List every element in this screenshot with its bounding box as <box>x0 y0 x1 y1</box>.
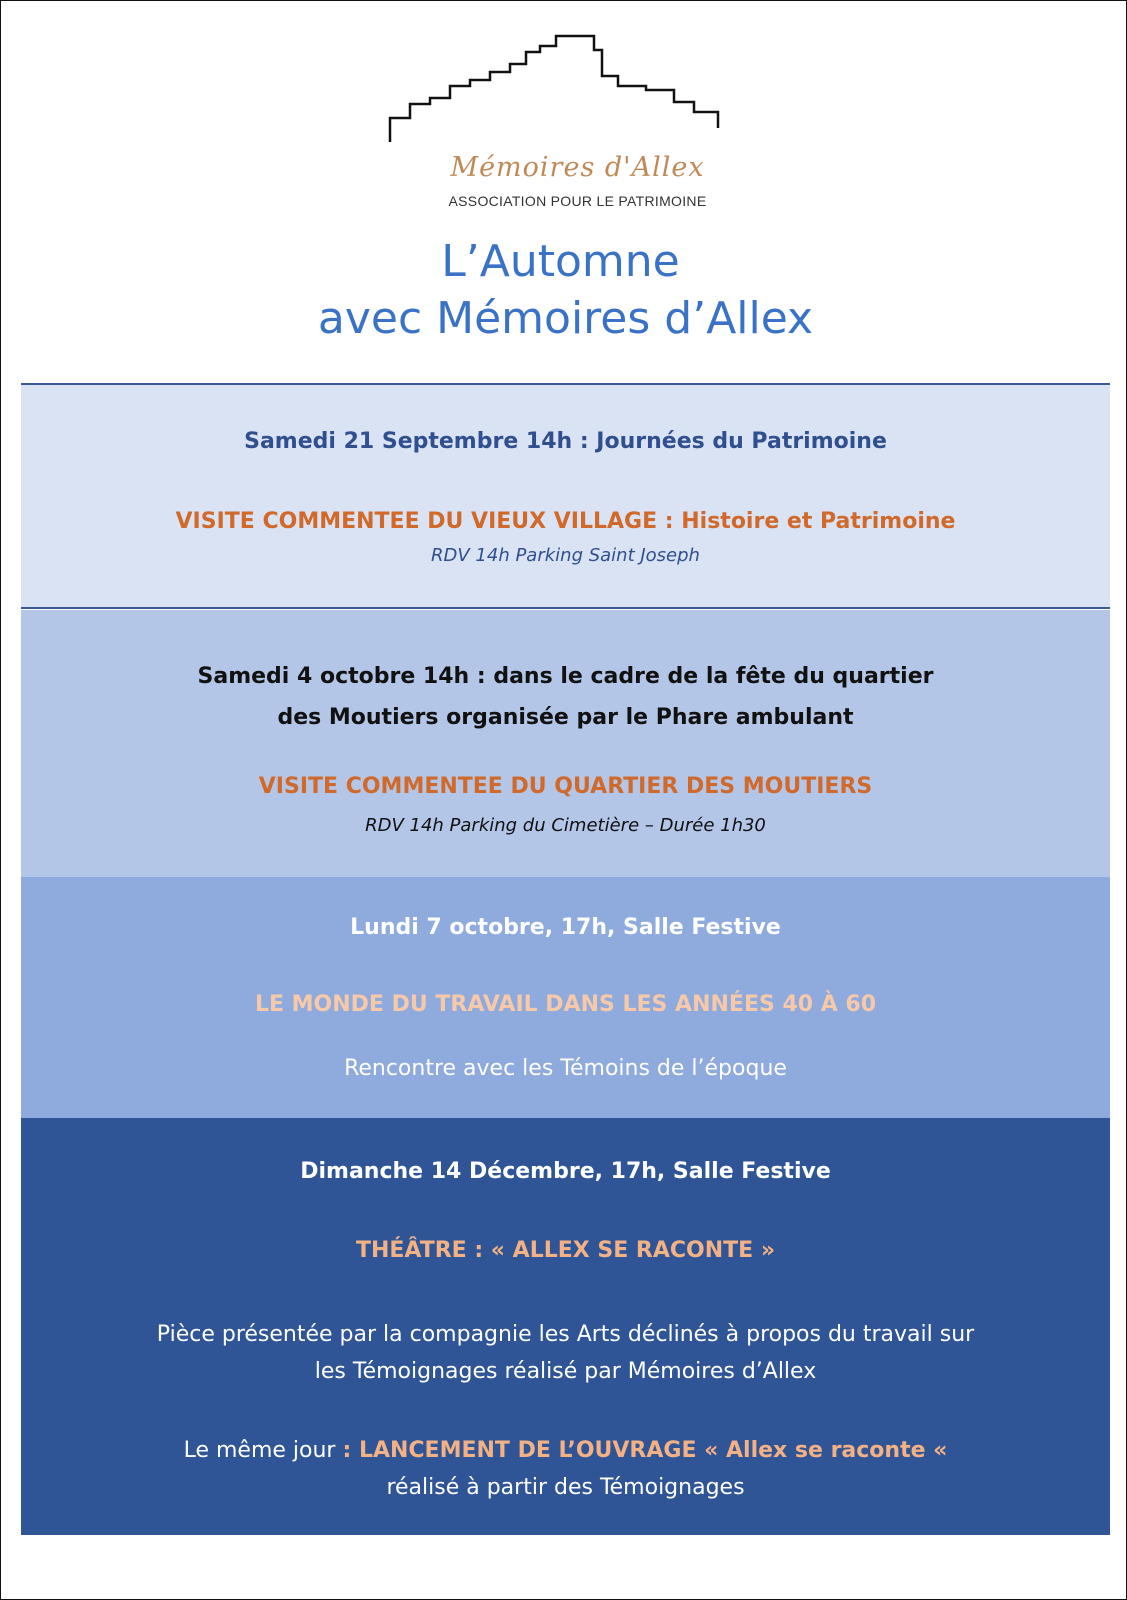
event-description <box>21 1316 1110 1390</box>
event-title: VISITE COMMENTEE DU VIEUX VILLAGE : Histoire et Patrimoine <box>175 509 956 534</box>
brand-subtitle: ASSOCIATION POUR LE PATRIMOINE <box>448 193 707 209</box>
event-date <box>21 656 1110 738</box>
event-date: Lundi 7 octobre, 17h, Salle Festive <box>350 915 781 940</box>
event-title: VISITE COMMENTEE DU QUARTIER DES MOUTIERS <box>258 774 873 799</box>
event-date-line-1: Samedi 4 octobre 14h : dans le cadre de la fête du quartier <box>197 664 934 689</box>
event-meeting-point: RDV 14h Parking Saint Joseph <box>431 545 700 566</box>
event-section-3 <box>21 877 1110 1118</box>
launch-highlight: : LANCEMENT DE L’OUVRAGE « Allex se raconte « <box>342 1438 948 1463</box>
launch-line-2: réalisé à partir des Témoignages <box>386 1475 745 1500</box>
event-date-line-2: des Moutiers organisée par le Phare ambulant <box>277 705 854 730</box>
event-title: THÉÂTRE : « ALLEX SE RACONTE » <box>355 1238 776 1263</box>
event-note: Rencontre avec les Témoins de l’époque <box>344 1056 787 1081</box>
brand-script-logo: Mémoires d'Allex <box>450 152 705 183</box>
event-meeting-point: RDV 14h Parking du Cimetière – Durée 1h30 <box>365 815 766 836</box>
event-description-line-2: les Témoignages réalisé par Mémoires d’Allex <box>314 1359 817 1384</box>
event-section-1 <box>21 383 1110 609</box>
title-line-1: L’Automne <box>441 236 680 287</box>
page-title <box>0 233 1127 347</box>
event-section-2 <box>21 610 1110 877</box>
event-date: Samedi 21 Septembre 14h : Journées du Patrimoine <box>244 429 887 454</box>
village-skyline-logo <box>388 30 724 150</box>
event-section-4 <box>21 1118 1110 1535</box>
event-title: LE MONDE DU TRAVAIL DANS LES ANNÉES 40 À 60 <box>254 992 877 1017</box>
title-line-2: avec Mémoires d’Allex <box>317 293 814 344</box>
event-description-line-1: Pièce présentée par la compagnie les Arts déclinés à propos du travail sur <box>156 1322 975 1347</box>
book-launch-note <box>21 1432 1110 1506</box>
launch-prefix: Le même jour <box>183 1438 343 1463</box>
event-date: Dimanche 14 Décembre, 17h, Salle Festive <box>300 1159 831 1184</box>
